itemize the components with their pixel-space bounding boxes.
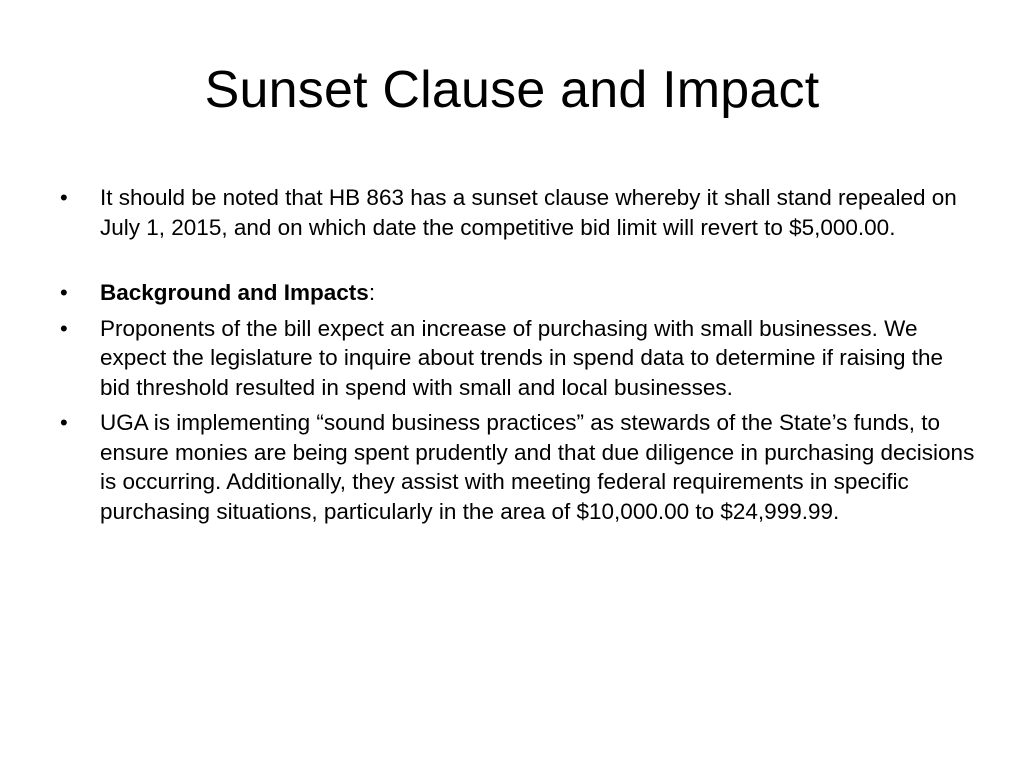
bullet-list	[58, 183, 978, 532]
bullet-text: Proponents of the bill expect an increase of purchasing with small businesses. We expect the legislature to inquire about trends in spend data to determine if raising the bid threshold resulted in spend with small and local businesses.	[100, 315, 944, 400]
bullet-heading-suffix: :	[368, 280, 376, 305]
bullet-item-background-heading	[58, 278, 978, 308]
bullet-item-sunset-clause	[58, 183, 978, 242]
bullet-marker: •	[60, 185, 68, 210]
bullet-item-proponents	[58, 314, 978, 403]
bullet-text: UGA is implementing “sound business practices” as stewards of the State’s funds, to ensure monies are being spent prudently and that due diligence in purchasing decisions is occurring. Additionally, they assist with meeting federal requirements in specific purchasing situations, particularly in the area of $10,000.00 to $24,999.99.	[100, 410, 975, 524]
bullet-marker: •	[60, 315, 68, 341]
bullet-text: It should be noted that HB 863 has a sunset clause whereby it shall stand repealed on July 1, 2015, and on which date the competitive bid limit will revert to $5,000.00.	[100, 185, 957, 240]
bullet-marker: •	[60, 280, 68, 305]
bullet-heading-bold: Background and Impacts	[100, 280, 369, 305]
bullet-marker: •	[60, 410, 68, 435]
bullet-item-uga-practices	[58, 408, 978, 526]
slide-title: Sunset Clause and Impact	[204, 61, 820, 119]
